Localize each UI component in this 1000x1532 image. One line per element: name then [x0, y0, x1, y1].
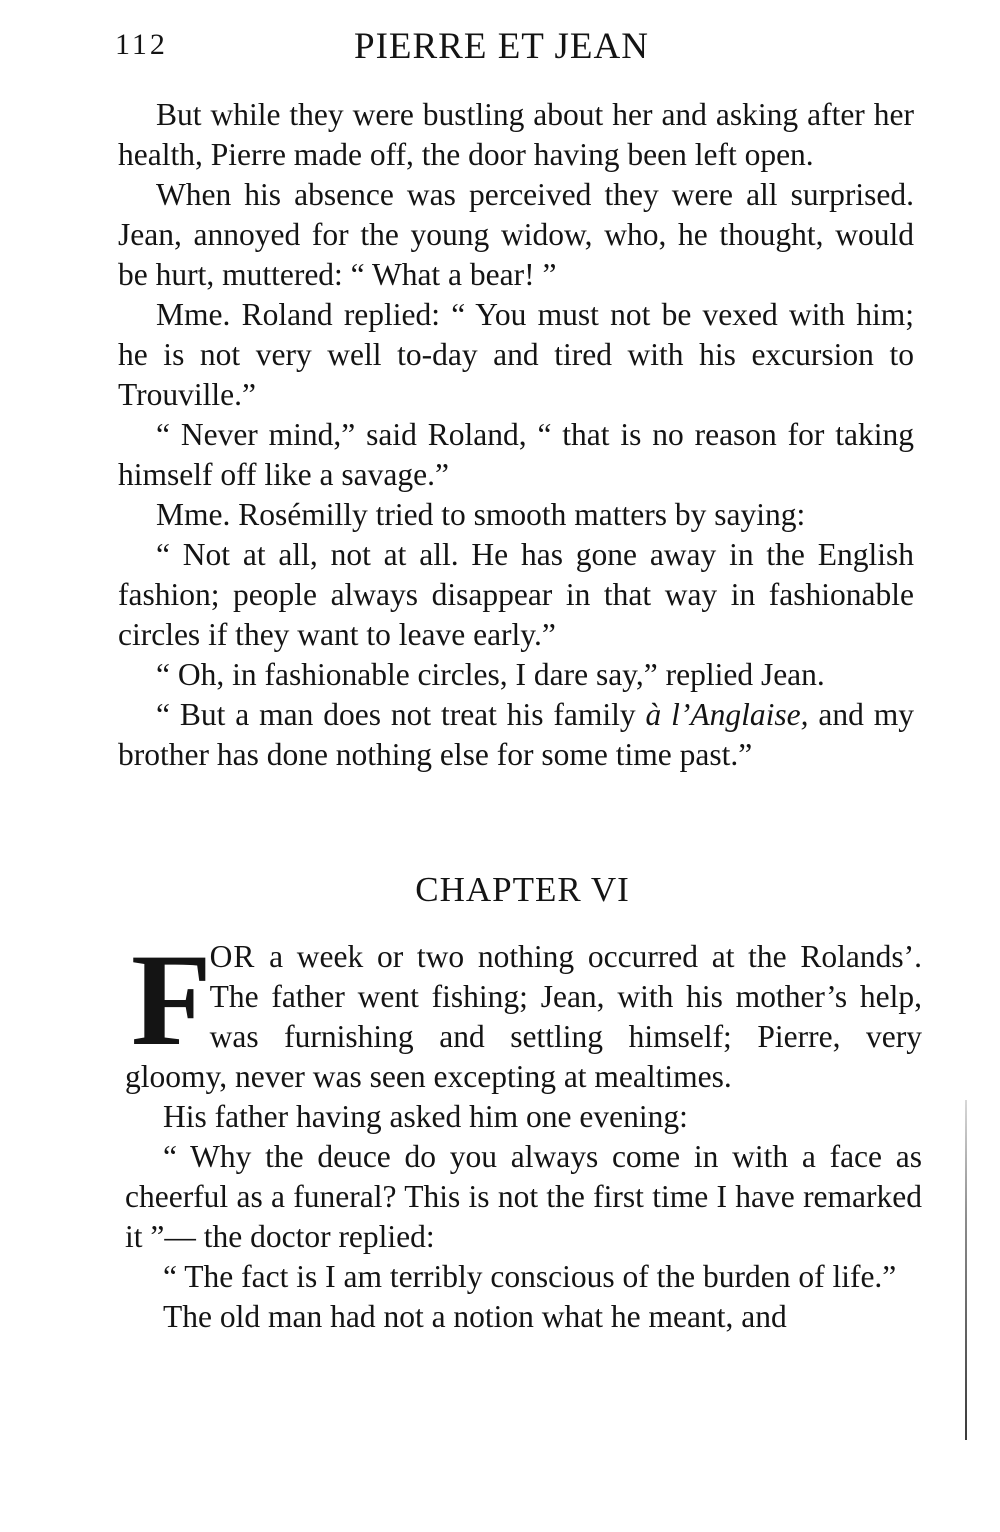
paragraph: Mme. Roland replied: “ You must not be vexed with him; he is not very well to-day and tired with his excursion to Trouville.” — [118, 297, 914, 412]
paragraph: “ Never mind,” said Roland, “ that is no reason for taking himself off like a savage.” — [118, 417, 914, 492]
paragraph: When his absence was perceived they were all surprised. Jean, annoyed for the young widow, who, he thought, would be hurt, muttered: “ What a bear! ” — [118, 177, 914, 292]
text-block-before-chapter — [118, 95, 914, 775]
paragraph — [118, 695, 914, 775]
paragraph: His father having asked him one evening: — [163, 1099, 688, 1134]
lead-capitals: OR — [209, 939, 256, 974]
paragraph: “ Not at all, not at all. He has gone away in the English fashion; people always disappear in that way in fashionable circles if they want to leave early.” — [118, 537, 914, 652]
paragraph: But while they were bustling about her and asking after her health, Pierre made off, the door having been left open. — [118, 97, 914, 172]
text-run: a week or two nothing occurred at the Rolands’. The father went fishing; Jean, with his mother’s help, was furnishing and settling himself; Pierre, very gloomy, never was seen excepting at mealtimes. — [125, 939, 922, 1094]
paragraph: “ Why the deuce do you always come in with a face as cheerful as a funeral? This is not the first time I have remarked it ”— the doctor replied: — [125, 1139, 922, 1254]
page-number: 112 — [115, 28, 168, 61]
scan-edge-line — [965, 1100, 967, 1440]
paragraph: Mme. Rosémilly tried to smooth matters by saying: — [156, 497, 806, 532]
opening-paragraph — [125, 926, 922, 1097]
italic-phrase: à l’Anglaise, — [645, 697, 809, 732]
text-run: “ But a man does not treat his family — [156, 697, 646, 732]
running-head-title: PIERRE ET JEAN — [354, 26, 649, 67]
paragraph: “ The fact is I am terribly conscious of the burden of life.” — [163, 1259, 897, 1294]
paragraph: “ Oh, in fashionable circles, I dare say,” replied Jean. — [156, 657, 825, 692]
drop-cap: F — [131, 926, 208, 1073]
text-run: and my brother has done nothing else for some time past.” — [118, 697, 915, 772]
paragraph: The old man had not a notion what he meant, and — [163, 1299, 787, 1334]
text-block-chapter — [125, 926, 922, 1337]
chapter-heading: CHAPTER VI — [415, 870, 630, 909]
